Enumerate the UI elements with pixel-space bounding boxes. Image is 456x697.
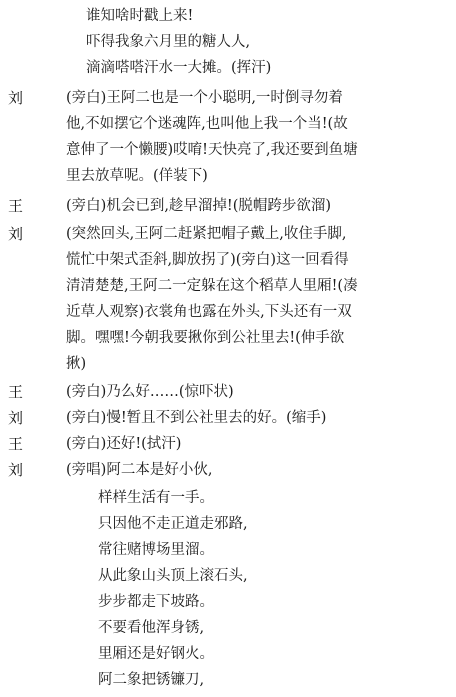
script-line [0, 590, 456, 614]
script-line [0, 668, 456, 692]
line-text: (旁白)慢!暂且不到公社里去的好。(缩手) [66, 410, 327, 426]
line-text: (旁白)乃么好……(惊吓状) [66, 384, 234, 400]
line-text: 不要看他浑身锈, [98, 620, 205, 636]
script-line [0, 194, 456, 218]
line-text: 里厢还是好钢火。 [98, 646, 214, 662]
line-text: (旁白)还好!(拭汗) [66, 436, 182, 452]
speaker-label: 刘 [8, 409, 24, 427]
line-text: 步步都走下坡路。 [98, 594, 214, 610]
line-text: 他,不如摆它个迷魂阵,也叫他上我一个当!(故 [66, 116, 348, 132]
line-text: 意伸了一个懒腰)哎唷!天快亮了,我还要到鱼塘 [66, 142, 358, 158]
script-line [0, 112, 456, 136]
script-line [0, 56, 456, 80]
line-text: 清清楚楚,王阿二一定躲在这个稻草人里厢!(凑 [66, 278, 358, 294]
line-text: (旁唱)阿二本是好小伙, [66, 462, 213, 478]
script-line [0, 564, 456, 588]
script-line [0, 432, 456, 456]
script-line [0, 222, 456, 246]
script-line [0, 138, 456, 162]
script-line [0, 300, 456, 324]
line-text: 里去放草呢。(佯装下) [66, 168, 208, 184]
line-text: 样样生活有一手。 [98, 490, 214, 506]
speaker-label: 王 [8, 435, 24, 453]
script-line [0, 486, 456, 510]
line-text: (突然回头,王阿二赶紧把帽子戴上,收住手脚, [66, 226, 347, 242]
script-line [0, 616, 456, 640]
speaker-label: 刘 [8, 225, 24, 243]
line-text: 脚。嘿嘿!今朝我要揪你到公社里去!(伸手欲 [66, 330, 345, 346]
line-text: 从此象山头顶上滚石头, [98, 568, 248, 584]
script-line [0, 164, 456, 188]
speaker-label: 王 [8, 383, 24, 401]
line-text: 慌忙中架式歪斜,脚放拐了)(旁白)这一回看得 [66, 252, 349, 268]
script-line [0, 380, 456, 404]
line-text: 只因他不走正道走邪路, [98, 516, 248, 532]
speaker-label: 刘 [8, 89, 24, 107]
speaker-label: 刘 [8, 461, 24, 479]
line-text: 揪) [66, 356, 87, 372]
script-line [0, 538, 456, 562]
line-text: 吓得我象六月里的糖人人, [86, 34, 251, 50]
script-line [0, 352, 456, 376]
line-text: (旁白)机会已到,趁早溜掉!(脱帽跨步欲溜) [66, 198, 332, 214]
script-line [0, 642, 456, 666]
script-line [0, 274, 456, 298]
line-text: 谁知啥时戳上来! [86, 8, 194, 24]
line-text: (旁白)王阿二也是一个小聪明,一时倒寻勿着 [66, 90, 343, 106]
script-line [0, 458, 456, 482]
script-line [0, 4, 456, 28]
script-line [0, 512, 456, 536]
line-text: 近草人观察)衣裳角也露在外头,下头还有一双 [66, 304, 352, 320]
script-line [0, 406, 456, 430]
script-line [0, 30, 456, 54]
script-line [0, 86, 456, 110]
line-text: 滴滴嗒嗒汗水一大摊。(挥汗) [86, 60, 272, 76]
script-line [0, 326, 456, 350]
line-text: 常往赌博场里溜。 [98, 542, 214, 558]
script-line [0, 248, 456, 272]
speaker-label: 王 [8, 197, 24, 215]
line-text: 阿二象把锈镰刀, [98, 672, 205, 688]
